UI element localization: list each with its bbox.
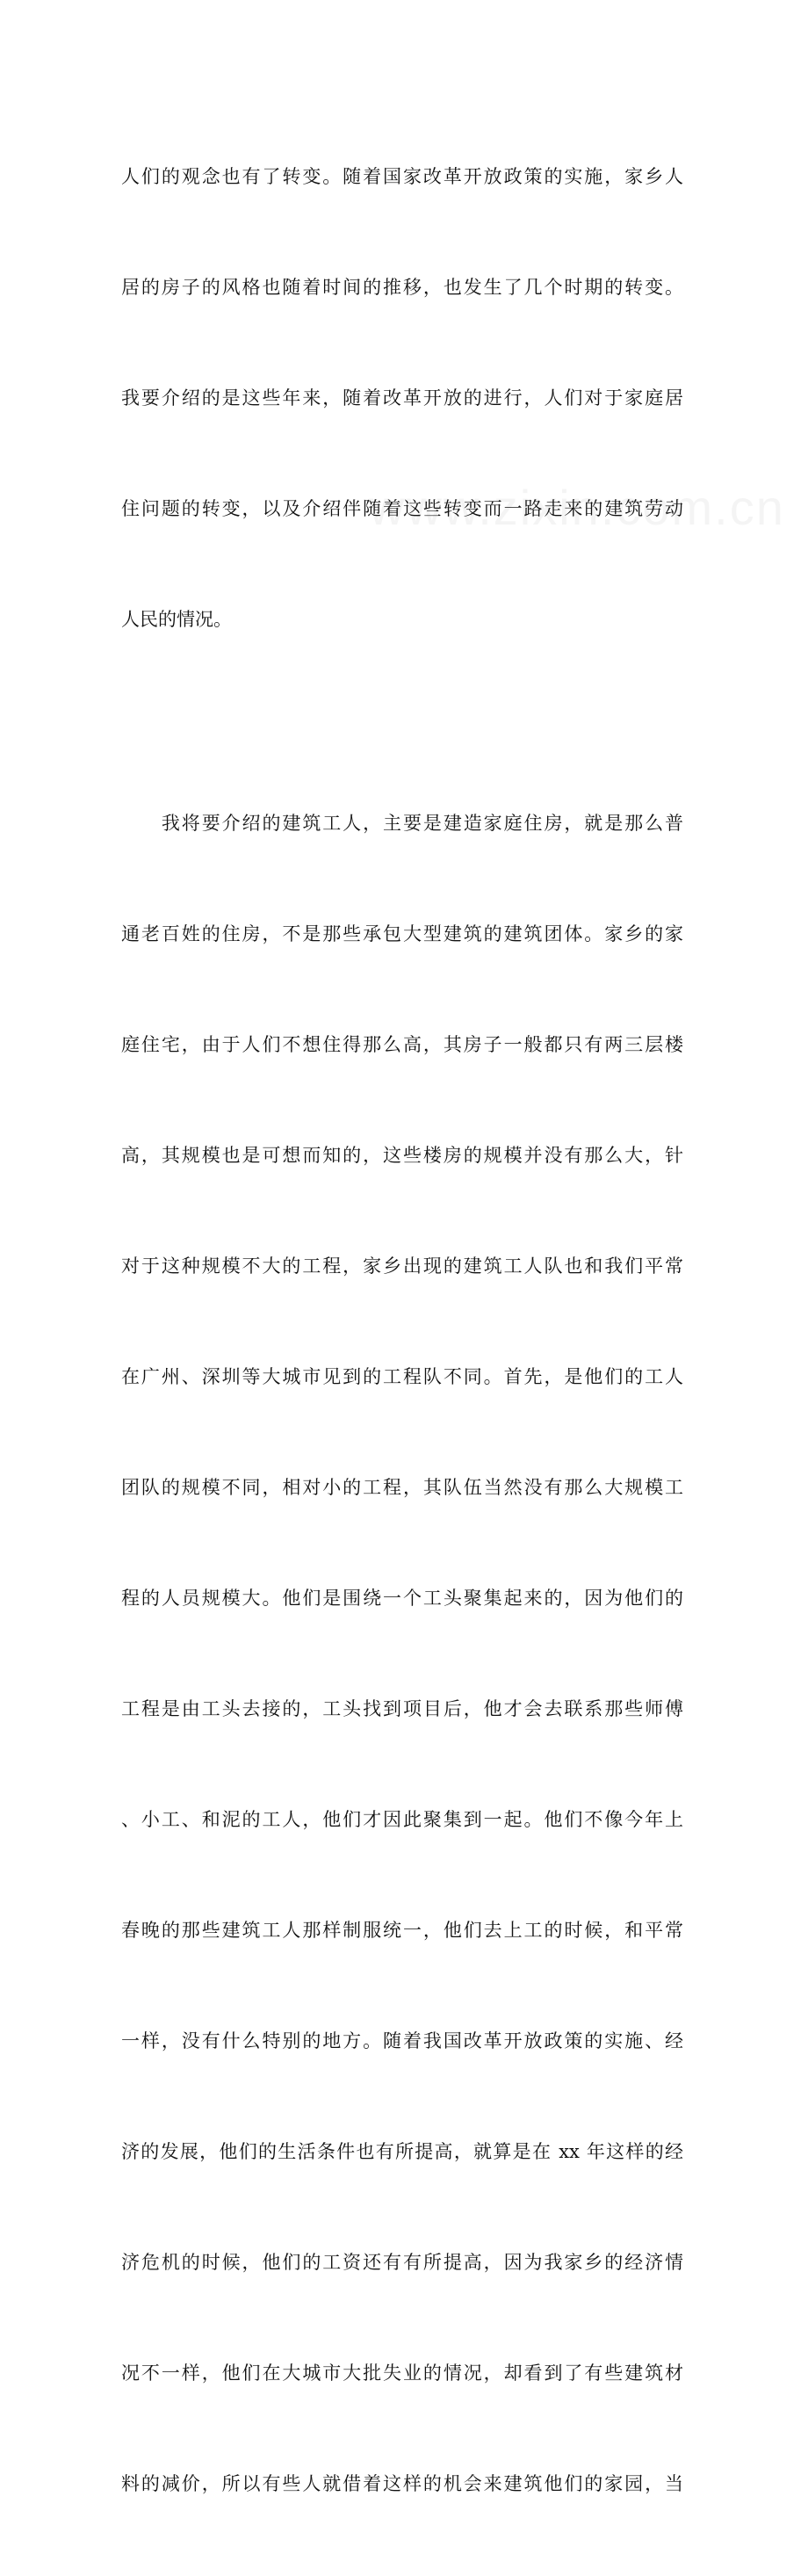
text-line: 高，其规模也是可想而知的，这些楼房的规模并没有那么大，针 (121, 1145, 683, 1166)
text-line: 一样，没有什么特别的地方。随着我国改革开放政策的实施、经 (121, 2030, 683, 2051)
text-line: 、小工、和泥的工人，他们才因此聚集到一起。他们不像今年上 (121, 1809, 683, 1830)
document-body (121, 84, 683, 2576)
text-line: 团队的规模不同，相对小的工程，其队伍当然没有那么大规模工 (121, 1477, 683, 1498)
paragraph-1 (121, 84, 683, 712)
text-line: 济的发展，他们的生活条件也有所提高，就算是在 xx 年这样的经 (121, 2141, 683, 2162)
text-line: 工程是由工头去接的，工头找到项目后，他才会去联系那些师傅 (121, 1698, 683, 1719)
text-line: 通老百姓的住房，不是那些承包大型建筑的建筑团体。家乡的家 (121, 923, 683, 944)
text-line: 庭住宅，由于人们不想住得那么高，其房子一般都只有两三层楼 (121, 1034, 683, 1055)
text-line: 春晚的那些建筑工人那样制服统一，他们去上工的时候，和平常 (121, 1920, 683, 1941)
text-line: 人们的观念也有了转变。随着国家改革开放政策的实施，家乡人 (121, 166, 683, 187)
text-line: 我要介绍的是这些年来，随着改革开放的进行，人们对于家庭居 (121, 387, 683, 409)
text-line: 我将要介绍的建筑工人，主要是建造家庭住房，就是那么普 (121, 813, 683, 834)
text-line: 居的房子的风格也随着时间的推移，也发生了几个时期的转变。 (121, 277, 683, 298)
text-line: 况不一样，他们在大城市大批失业的情况，却看到了有些建筑材 (121, 2363, 683, 2384)
paragraph-gap (121, 712, 683, 731)
text-line: 住问题的转变，以及介绍伴随着这些转变而一路走来的建筑劳动 (121, 498, 683, 519)
text-line: 济危机的时候，他们的工资还有有所提高，因为我家乡的经济情 (121, 2252, 683, 2273)
text-line: 料的减价，所以有些人就借着这样的机会来建筑他们的家园，当 (121, 2473, 683, 2494)
text-line: 对于这种规模不大的工程，家乡出现的建筑工人队也和我们平常 (121, 1255, 683, 1277)
text-line: 人民的情况。 (121, 609, 232, 630)
text-line: 在广州、深圳等大城市见到的工程队不同。首先，是他们的工人 (121, 1366, 683, 1387)
paragraph-2 (121, 731, 683, 2576)
text-line: 程的人员规模大。他们是围绕一个工头聚集起来的，因为他们的 (121, 1588, 683, 1609)
